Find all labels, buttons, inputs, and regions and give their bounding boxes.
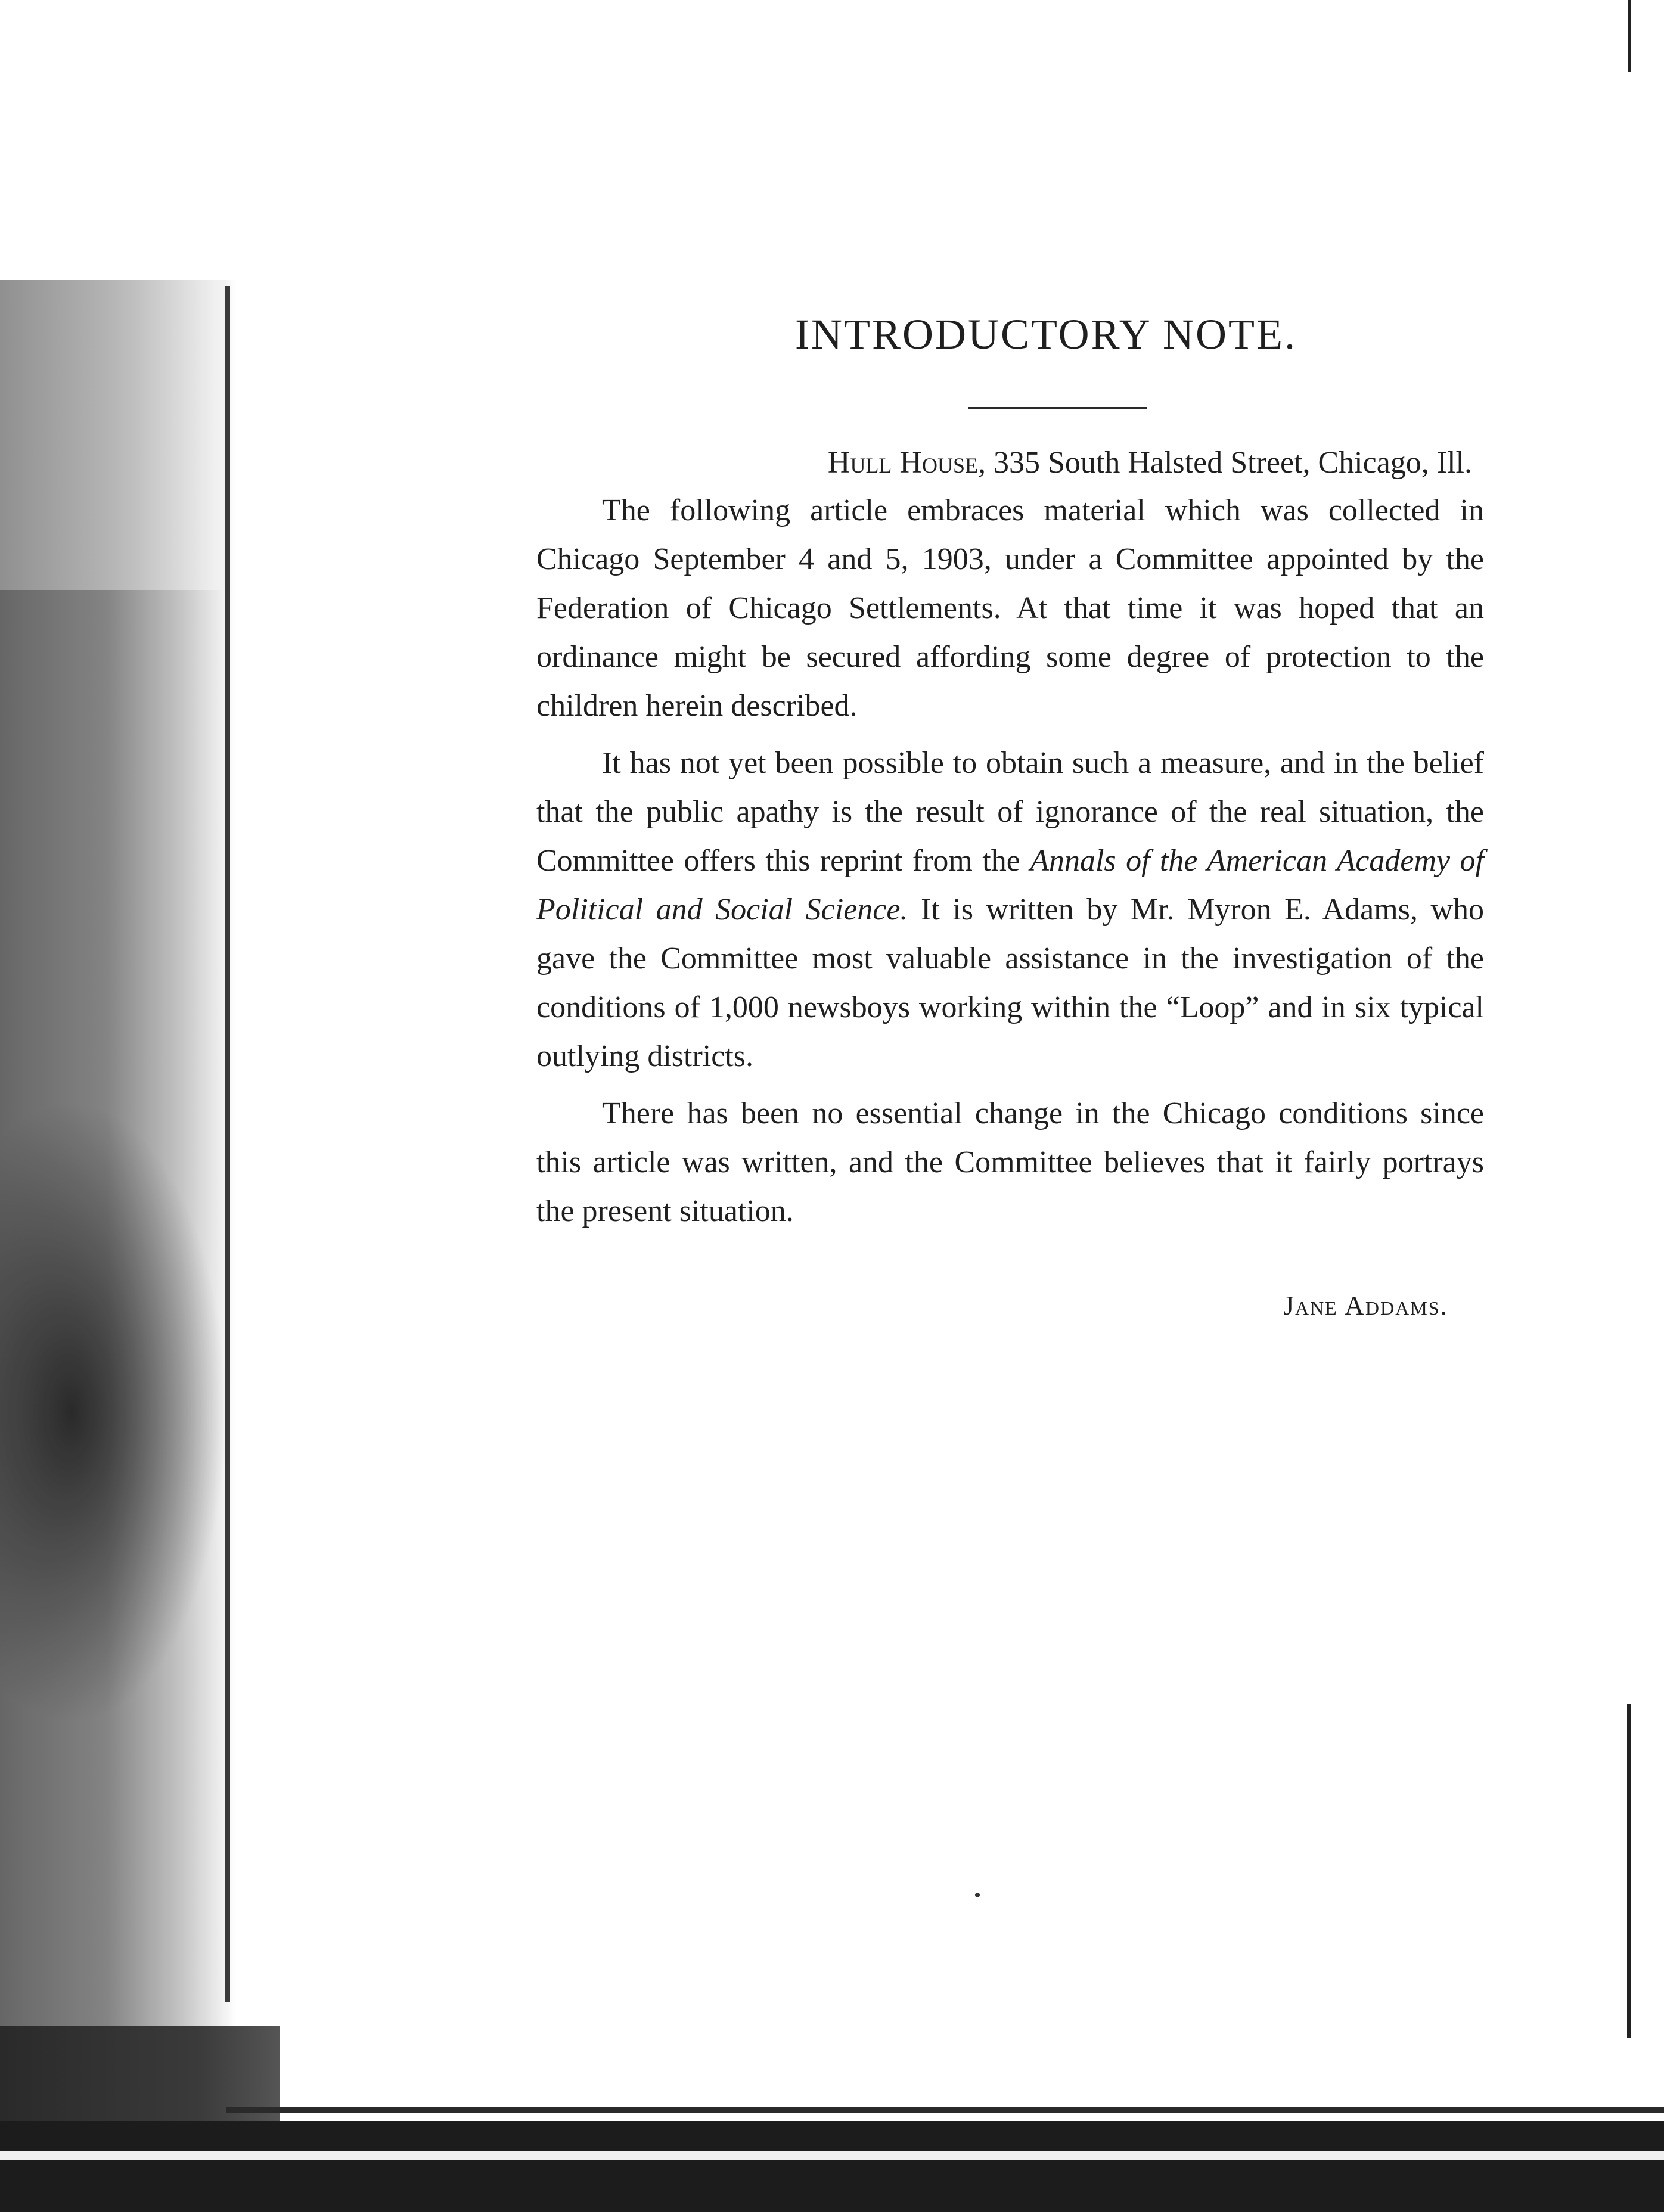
paragraph-1: The following article embraces material which was collected in Chicago September 4 and 5, 1903, under a Committee appointed by the Federation of Chicago Settlements. At that time it was hoped that an ordinance might be secured affording some degree of protection to the children herein described. (536, 493, 1484, 723)
page-right-edge-mark (1627, 1704, 1631, 2038)
signature: Jane Addams. (1283, 1290, 1448, 1321)
scan-shadow-top (0, 280, 226, 590)
scanner-bottom-band (0, 2121, 1664, 2212)
scanner-bottom-line (0, 2151, 1664, 2160)
title-rule (968, 407, 1147, 409)
document-body (536, 298, 1484, 1321)
speck (975, 1893, 980, 1897)
journal-title: Annals of the American Academy of Political and Social Science. (536, 844, 1484, 927)
address-line (536, 445, 1484, 480)
page-left-edge (225, 286, 230, 2002)
address-place: Hull House (827, 446, 978, 480)
paragraph-3: There has been no essential change in the Chicago conditions since this article was written, and the Committee believes that it fairly portrays the present situation. (536, 1096, 1484, 1228)
address-street: , 335 South Halsted Street, Chicago, Ill. (977, 446, 1472, 480)
paragraph-2 (536, 739, 1484, 1081)
paragraph-2-lead: It has not yet been possible to obtain such a measure, and in the belief that the public apathy is the result of ignorance of the real situation, the Committee offers this reprint from the (536, 746, 1484, 878)
page-bottom-edge (226, 2107, 1664, 2113)
page-title: INTRODUCTORY NOTE. (795, 310, 1297, 358)
paragraph-2-tail: It is written by Mr. Myron E. Adams, who gave the Committee most valuable assistance in the investigation of the conditions of 1,000 newsboys working within the “Loop” and in six typical outlying districts. (536, 893, 1484, 1073)
page-right-edge-mark-top (1628, 0, 1631, 72)
